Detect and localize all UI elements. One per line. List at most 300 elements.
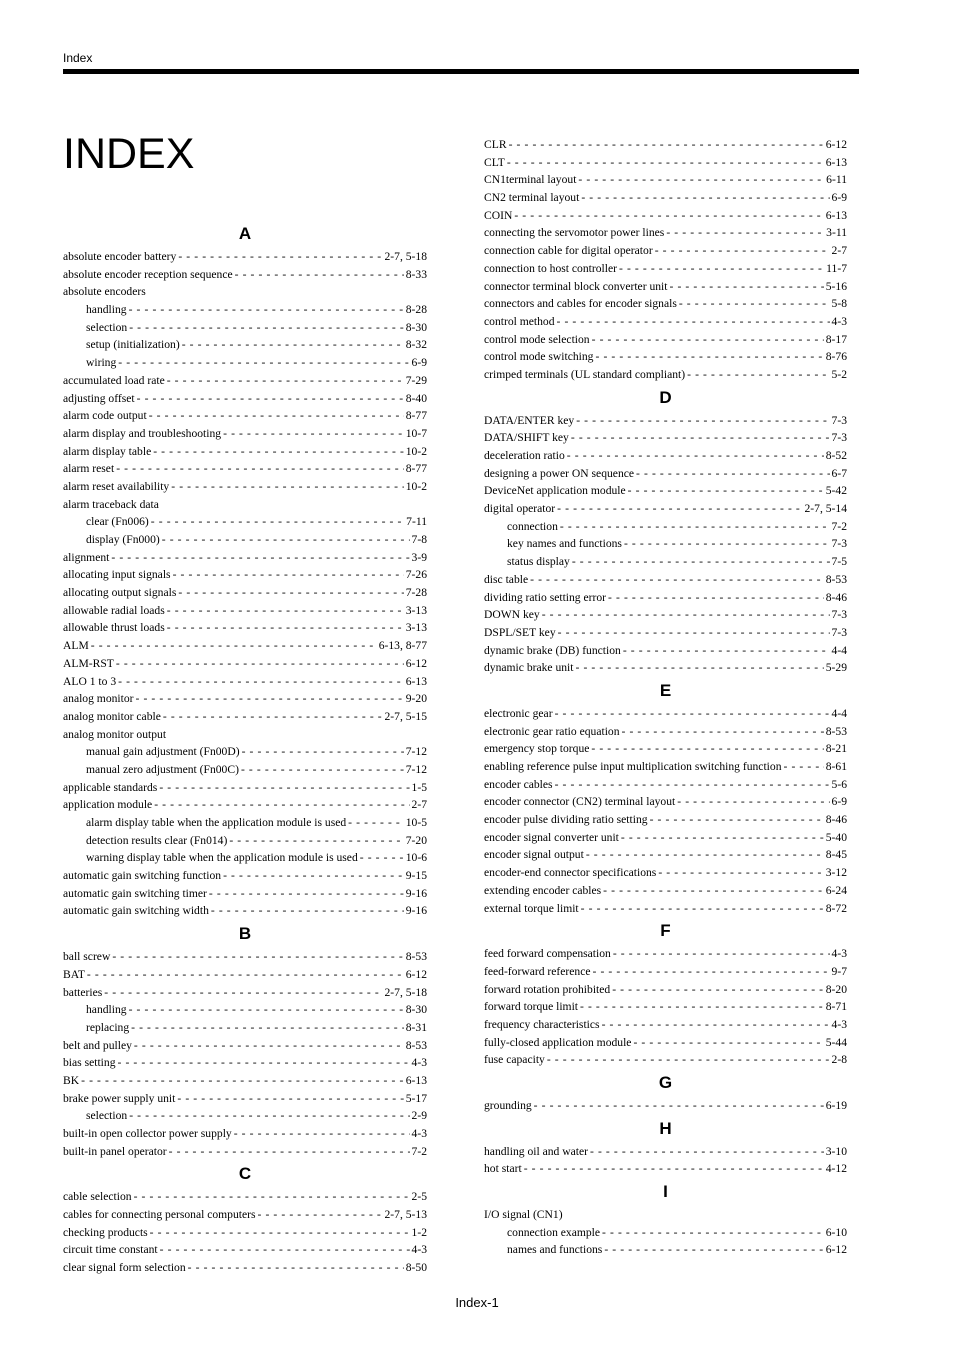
index-page-ref: 9-7 <box>831 964 847 978</box>
index-term: extending encoder cables <box>484 883 602 897</box>
dot-leader <box>81 1072 404 1090</box>
index-entry <box>484 846 847 864</box>
index-entry <box>63 248 427 266</box>
index-entry <box>484 189 847 207</box>
index-term: COIN <box>484 208 513 222</box>
dot-leader <box>621 829 824 847</box>
index-term: forward torque limit <box>484 1000 579 1014</box>
index-entry <box>63 867 427 885</box>
dot-leader <box>581 189 829 207</box>
dot-leader <box>534 1097 824 1115</box>
index-entry <box>484 642 847 660</box>
index-term: CLT <box>484 155 505 169</box>
index-term: electronic gear ratio equation <box>484 724 620 738</box>
section-letter: I <box>663 1182 668 1202</box>
dot-leader <box>171 478 404 496</box>
index-page-ref: 3-9 <box>411 550 427 564</box>
index-page-ref: 3-13 <box>405 621 427 635</box>
index-term: key names and functions <box>507 537 622 551</box>
index-entry <box>484 571 847 589</box>
index-entry <box>63 1037 427 1055</box>
index-term: alignment <box>63 550 110 564</box>
index-entry <box>484 1241 847 1259</box>
index-entry <box>484 1206 847 1224</box>
index-entry <box>63 266 427 284</box>
index-entry <box>484 224 847 242</box>
index-entry <box>63 301 427 319</box>
index-entry <box>63 885 427 903</box>
index-term: encoder pulse dividing ratio setting <box>484 813 648 827</box>
index-page-ref: 8-76 <box>825 350 847 364</box>
index-page-ref: 4-3 <box>831 1017 847 1031</box>
index-term: absolute encoder battery <box>63 250 177 263</box>
index-entry <box>63 531 427 549</box>
index-page-ref: 7-2 <box>831 519 847 533</box>
dot-leader <box>687 366 829 384</box>
index-term: encoder connector (CN2) terminal layout <box>484 795 676 809</box>
index-page-ref: 8-45 <box>825 848 847 862</box>
index-page-ref: 7-11 <box>406 515 427 529</box>
index-entry <box>63 1206 427 1224</box>
index-term: deceleration ratio <box>484 449 565 462</box>
dot-leader <box>593 963 830 981</box>
section-letter: A <box>238 224 252 243</box>
index-term: selection <box>86 320 128 334</box>
index-page-ref: 7-29 <box>405 373 427 387</box>
dot-leader <box>542 606 830 624</box>
index-term: cable selection <box>63 1190 132 1204</box>
index-entry <box>484 518 847 536</box>
index-term: replacing <box>86 1020 130 1034</box>
index-term: DSPL/SET key <box>484 625 556 639</box>
index-term: encoder-end connector specifications <box>484 866 657 880</box>
index-page-ref: 6-12 <box>405 967 427 981</box>
index-term: handling <box>86 303 127 317</box>
index-page-ref: 9-16 <box>405 886 427 900</box>
index-entry <box>63 513 427 531</box>
dot-leader <box>178 248 382 266</box>
index-entry <box>63 354 427 372</box>
index-term: alarm display table <box>63 444 152 458</box>
index-page-ref: 7-2 <box>411 1144 427 1158</box>
index-entry <box>484 945 847 963</box>
index-entry <box>484 313 847 331</box>
index-term: connecting the servomotor power lines <box>484 226 665 240</box>
index-entry <box>484 998 847 1016</box>
dot-leader <box>677 793 829 811</box>
index-page-ref: 11-7 <box>826 261 847 275</box>
index-entry <box>63 619 427 637</box>
dot-leader <box>167 602 404 620</box>
index-term: adjusting offset <box>63 391 135 405</box>
dot-leader <box>104 984 382 1002</box>
dot-leader <box>111 549 409 567</box>
dot-leader <box>576 412 829 430</box>
index-entry <box>484 482 847 500</box>
index-term: external torque limit <box>484 901 579 915</box>
dot-leader <box>118 1054 410 1072</box>
index-entry <box>484 589 847 607</box>
index-term: DATA/SHIFT key <box>484 431 569 445</box>
index-term: alarm code output <box>63 409 147 423</box>
index-page-ref: 8-46 <box>825 813 847 827</box>
dot-leader <box>619 260 824 278</box>
index-term: dynamic brake unit <box>484 661 574 675</box>
index-entry <box>484 295 847 313</box>
index-entry <box>484 207 847 225</box>
dot-leader <box>182 336 404 354</box>
index-page-ref: 8-30 <box>405 1003 427 1017</box>
index-page-ref: 8-21 <box>825 742 847 756</box>
dot-leader <box>666 224 824 242</box>
index-term: alarm traceback data <box>63 497 159 511</box>
index-entry <box>484 1051 847 1069</box>
index-entry <box>63 1072 427 1090</box>
index-page-ref: 2-8 <box>831 1053 847 1067</box>
index-page-ref: 8-61 <box>825 760 847 773</box>
dot-leader <box>590 1143 824 1161</box>
dot-leader <box>580 998 824 1016</box>
index-term: names and functions <box>507 1243 603 1257</box>
dot-leader <box>129 319 404 337</box>
index-page-ref: 6-13 <box>405 674 427 688</box>
index-page-ref: 3-11 <box>826 226 847 240</box>
dot-leader <box>112 948 403 966</box>
index-entry <box>63 1019 427 1037</box>
index-page-ref: 8-46 <box>825 590 847 604</box>
index-page-ref: 2-7, 5-13 <box>384 1208 427 1222</box>
index-entry <box>63 832 427 850</box>
dot-leader <box>116 655 404 673</box>
index-entry <box>63 796 427 814</box>
section-letter: D <box>659 387 672 407</box>
index-page-ref: 2-7 <box>831 244 847 258</box>
dot-leader <box>173 566 404 584</box>
dot-leader <box>514 207 823 225</box>
dot-leader <box>360 849 404 867</box>
index-entry <box>484 981 847 999</box>
index-entry <box>63 390 427 408</box>
index-page-ref: 6-13 <box>825 208 847 222</box>
dot-leader <box>636 465 830 483</box>
index-page-ref: 4-3 <box>411 1127 427 1140</box>
dot-leader <box>178 584 403 602</box>
index-entry <box>484 793 847 811</box>
index-page-ref: 9-20 <box>405 692 427 706</box>
dot-leader <box>507 154 824 172</box>
index-term: applicable standards <box>63 780 158 794</box>
index-page-ref: 9-16 <box>405 904 427 918</box>
dot-leader <box>163 708 383 726</box>
index-term: DOWN key <box>484 608 540 622</box>
index-page-ref: 5-8 <box>831 297 847 311</box>
index-page-ref: 6-12 <box>405 656 427 670</box>
dot-leader <box>572 553 830 571</box>
index-page-ref: 4-3 <box>411 1243 427 1257</box>
index-entry <box>63 425 427 443</box>
dot-leader <box>223 425 404 443</box>
index-page-ref: 3-13 <box>405 603 427 617</box>
index-term: built-in open collector power supply <box>63 1127 232 1140</box>
dot-leader <box>623 642 830 660</box>
dot-leader <box>153 443 404 461</box>
index-term: cables for connecting personal computers <box>63 1208 256 1222</box>
index-term: hot start <box>484 1162 522 1176</box>
index-term: digital operator <box>484 502 556 516</box>
dot-leader <box>628 482 824 500</box>
index-page-ref: 6-24 <box>825 883 847 897</box>
index-entry <box>63 1125 427 1143</box>
section-letter: F <box>660 921 671 941</box>
index-term: dynamic brake (DB) function <box>484 643 621 657</box>
index-entry <box>484 758 847 776</box>
section-letter: E <box>659 680 672 700</box>
index-entry <box>484 154 847 172</box>
dot-leader <box>234 1125 410 1143</box>
index-term: automatic gain switching function <box>63 869 222 883</box>
running-header: Index <box>63 51 93 65</box>
index-term: belt and pulley <box>63 1038 132 1052</box>
index-term: frequency characteristics <box>484 1017 600 1031</box>
index-page-ref: 8-77 <box>405 409 427 423</box>
index-entry <box>63 566 427 584</box>
index-page-ref: 7-5 <box>831 555 847 569</box>
index-entry <box>484 465 847 483</box>
index-page-ref: 3-10 <box>825 1144 847 1158</box>
dot-leader <box>129 301 404 319</box>
index-entry <box>63 814 427 832</box>
index-term: accumulated load rate <box>63 373 165 387</box>
index-page-ref: 10-6 <box>405 851 427 865</box>
index-term: BAT <box>63 967 85 981</box>
index-term: handling oil and water <box>484 1144 588 1158</box>
index-entry <box>63 1090 427 1108</box>
dot-leader <box>87 966 404 984</box>
index-page-ref: 10-2 <box>405 444 427 458</box>
index-entry <box>63 443 427 461</box>
index-entry <box>484 260 847 278</box>
index-page-ref: 5-6 <box>831 777 847 791</box>
index-term: control mode selection <box>484 332 590 346</box>
index-page-ref: 4-3 <box>831 947 847 961</box>
index-term: ALM <box>63 639 89 653</box>
index-entry <box>63 460 427 478</box>
index-term: manual zero adjustment (Fn00C) <box>86 762 239 776</box>
index-page-ref: 6-9 <box>831 191 847 205</box>
index-term: DeviceNet application module <box>484 484 626 498</box>
dot-leader <box>188 1259 404 1277</box>
index-entry <box>484 1143 847 1161</box>
index-entry <box>484 242 847 260</box>
index-term: fully-closed application module <box>484 1035 632 1049</box>
index-term: ball screw <box>63 950 111 964</box>
index-entry <box>63 726 427 744</box>
dot-leader <box>578 171 824 189</box>
index-page-ref: 8-40 <box>405 391 427 405</box>
index-page-ref: 10-2 <box>405 479 427 493</box>
dot-leader <box>242 743 404 761</box>
index-entry <box>484 624 847 642</box>
index-page-ref: 7-28 <box>405 586 427 600</box>
dot-leader <box>613 945 830 963</box>
index-term: alarm display and troubleshooting <box>63 426 222 440</box>
section-letter: B <box>238 924 252 944</box>
index-page-ref: 5-16 <box>825 279 847 293</box>
index-page-ref: 8-28 <box>405 303 427 317</box>
index-page-ref: 6-13 <box>825 155 847 169</box>
index-entry <box>63 478 427 496</box>
index-entry <box>63 655 427 673</box>
index-term: checking products <box>63 1225 148 1239</box>
index-entry <box>63 690 427 708</box>
dot-leader <box>557 313 830 331</box>
index-term: absolute encoders <box>63 285 146 299</box>
index-page-ref: 7-26 <box>405 568 427 582</box>
dot-leader <box>235 266 404 284</box>
index-entry <box>484 900 847 918</box>
index-term: connection to host controller <box>484 261 617 275</box>
index-page-ref: 7-3 <box>831 431 847 445</box>
index-term: fuse capacity <box>484 1053 545 1067</box>
index-page-ref: 5-29 <box>825 661 847 675</box>
dot-leader <box>134 1188 410 1206</box>
dot-leader <box>211 902 404 920</box>
index-page-ref: 6-9 <box>831 795 847 809</box>
dot-leader <box>670 278 824 296</box>
dot-leader <box>612 981 824 999</box>
index-term: manual gain adjustment (Fn00D) <box>86 745 240 759</box>
page-number: Index-1 <box>455 1295 499 1310</box>
index-entry <box>63 1107 427 1125</box>
index-page-ref: 8-31 <box>405 1020 427 1034</box>
index-term: control method <box>484 314 555 328</box>
index-term: allowable thrust loads <box>63 621 165 635</box>
index-page-ref: 6-9 <box>411 356 427 370</box>
index-page-ref: 8-72 <box>825 901 847 915</box>
index-term: allocating input signals <box>63 568 171 582</box>
index-term: status display <box>507 555 570 569</box>
index-entry <box>63 336 427 354</box>
index-page-ref: 8-30 <box>405 320 427 334</box>
index-entry <box>484 412 847 430</box>
index-page-ref: 5-42 <box>825 484 847 498</box>
dot-leader <box>509 136 824 154</box>
index-page-ref: 8-71 <box>825 1000 847 1014</box>
dot-leader <box>624 535 830 553</box>
index-term: grounding <box>484 1099 532 1112</box>
dot-leader <box>571 429 830 447</box>
index-term: alarm reset <box>63 462 115 476</box>
index-page-ref: 9-15 <box>405 869 427 883</box>
index-term: alarm reset availability <box>63 479 170 493</box>
index-entry <box>484 963 847 981</box>
index-entry <box>484 740 847 758</box>
dot-leader <box>622 723 824 741</box>
index-term: automatic gain switching width <box>63 904 209 918</box>
index-page-ref: 1-5 <box>411 780 427 794</box>
dot-leader <box>595 348 823 366</box>
index-entry <box>484 348 847 366</box>
index-entry <box>484 553 847 571</box>
index-term: encoder cables <box>484 777 553 791</box>
index-term: application module <box>63 798 153 812</box>
index-term: display (Fn000) <box>86 533 160 546</box>
index-term: circuit time constant <box>63 1243 158 1257</box>
index-entry <box>63 1241 427 1259</box>
index-term: crimped terminals (UL standard compliant) <box>484 367 686 381</box>
index-page-ref: 10-5 <box>405 816 427 829</box>
index-page-ref: 8-53 <box>825 724 847 738</box>
index-entry <box>484 1097 847 1115</box>
index-entry <box>63 549 427 567</box>
index-entry <box>63 602 427 620</box>
index-page-ref: 7-12 <box>405 762 427 776</box>
index-page-ref: 8-52 <box>825 449 847 462</box>
index-page-ref: 4-3 <box>831 314 847 328</box>
index-term: I/O signal (CN1) <box>484 1208 563 1222</box>
index-entry <box>63 1224 427 1242</box>
dot-leader <box>149 407 404 425</box>
dot-leader <box>558 624 830 642</box>
index-entry <box>63 984 427 1002</box>
dot-leader <box>524 1160 824 1178</box>
dot-leader <box>159 779 409 797</box>
index-page-ref: 4-12 <box>825 1162 847 1176</box>
dot-leader <box>679 295 830 313</box>
dot-leader <box>258 1206 383 1224</box>
dot-leader <box>591 740 823 758</box>
index-entry <box>63 1188 427 1206</box>
dot-leader <box>118 354 409 372</box>
dot-leader <box>129 1001 404 1019</box>
index-entry <box>484 1016 847 1034</box>
index-term: clear signal form selection <box>63 1261 186 1275</box>
index-entry <box>484 882 847 900</box>
index-term: encoder signal output <box>484 848 584 862</box>
index-page-ref: 5-44 <box>825 1035 847 1049</box>
index-page-ref: 8-33 <box>405 267 427 281</box>
index-entry <box>63 283 427 301</box>
index-term: analog monitor <box>63 692 134 706</box>
index-page-ref: 4-4 <box>831 643 847 657</box>
index-term: CN2 terminal layout <box>484 191 580 205</box>
dot-leader <box>592 331 824 349</box>
index-entry <box>63 673 427 691</box>
index-page-ref: 6-19 <box>825 1099 847 1112</box>
dot-leader <box>555 705 830 723</box>
dot-leader <box>576 659 824 677</box>
index-term: feed forward compensation <box>484 947 611 961</box>
dot-leader <box>602 1016 830 1034</box>
index-page-ref: 6-12 <box>825 1243 847 1257</box>
dot-leader <box>655 242 830 260</box>
index-page-ref: 6-13, 8-77 <box>378 639 427 653</box>
index-page-ref: 6-12 <box>825 138 847 151</box>
section-letter: C <box>238 1164 252 1184</box>
dot-leader <box>633 1034 823 1052</box>
index-page-ref: 8-77 <box>405 462 427 476</box>
index-term: dividing ratio setting error <box>484 590 607 604</box>
index-term: alarm display table when the application module is used <box>86 816 347 829</box>
page-title: INDEX <box>63 130 195 178</box>
dot-leader <box>151 513 404 531</box>
index-term: connection cable for digital operator <box>484 244 653 258</box>
index-entry <box>63 743 427 761</box>
index-entry <box>484 864 847 882</box>
dot-leader <box>167 619 404 637</box>
index-term: feed-forward reference <box>484 964 591 978</box>
index-page-ref: 7-20 <box>405 833 427 847</box>
